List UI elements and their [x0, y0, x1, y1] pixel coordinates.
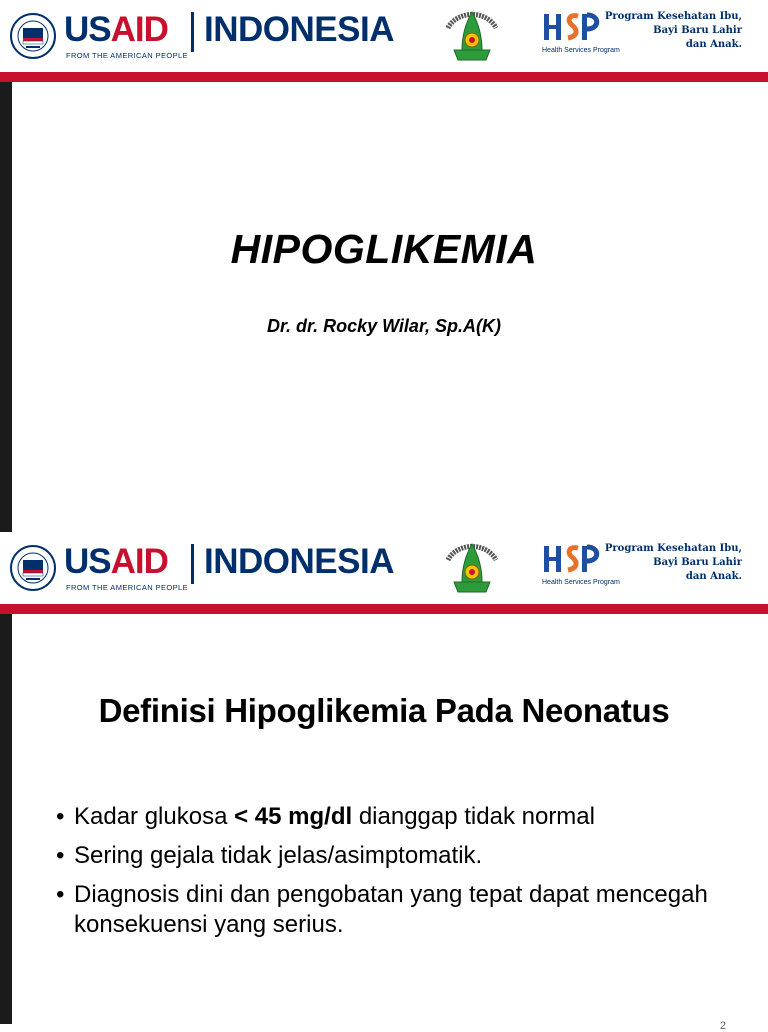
idai-logo-icon [440, 538, 504, 598]
program-line: Program Kesehatan Ibu, [604, 11, 742, 22]
usaid-seal-icon [10, 13, 56, 59]
usaid-wordmark: USAID [64, 10, 168, 49]
slide-header [0, 0, 768, 72]
bullet-item [56, 802, 736, 832]
program-line: Program Kesehatan Ibu, [604, 543, 742, 554]
hsp-caption: Health Services Program [542, 579, 620, 586]
author-name: Dr. dr. Rocky Wilar, Sp.A(K) [267, 316, 501, 336]
bullet-text: Sering gejala tidak jelas/asimptomatik. [74, 842, 483, 869]
slide-title: Definisi Hipoglikemia Pada Neonatus [98, 692, 670, 729]
program-line: Bayi Baru Lahir [653, 25, 742, 36]
header-red-rule [0, 72, 768, 82]
bullet-text: Diagnosis dini dan pengobatan yang tepat dapat mencegah konsekuensi yang serius. [74, 881, 708, 938]
program-line: dan Anak. [685, 39, 742, 50]
program-name [605, 10, 742, 52]
hsp-logo-icon [542, 542, 602, 582]
bullet-item [56, 841, 736, 871]
bullet-list [56, 802, 736, 949]
bullet-marker: • [56, 842, 65, 869]
header-divider [191, 12, 194, 52]
bullet-text: Kadar glukosa [74, 803, 235, 830]
bullet-marker: • [56, 803, 65, 830]
left-accent-bar [0, 82, 12, 532]
glucose-threshold: < 45 mg/dl [234, 803, 353, 830]
usaid-wordmark: USAID [64, 542, 168, 581]
page-number: 2 [719, 1020, 726, 1032]
country-name: INDONESIA [204, 10, 394, 49]
bullet-text: dianggap tidak normal [352, 803, 595, 830]
program-name [605, 542, 742, 584]
definition-slide [0, 532, 768, 1032]
bullet-marker: • [56, 881, 65, 908]
country-name: INDONESIA [204, 542, 394, 581]
header-divider [191, 544, 194, 584]
usaid-tagline: FROM THE AMERICAN PEOPLE [66, 583, 188, 592]
hsp-caption: Health Services Program [542, 47, 620, 54]
program-line: Bayi Baru Lahir [653, 557, 742, 568]
slide-header [0, 532, 768, 604]
bullet-item [56, 880, 736, 940]
usaid-tagline: FROM THE AMERICAN PEOPLE [66, 51, 188, 60]
program-line: dan Anak. [685, 571, 742, 582]
left-accent-bar [0, 614, 12, 1024]
hsp-logo-icon [542, 10, 602, 50]
header-red-rule [0, 604, 768, 614]
slide-title: HIPOGLIKEMIA [230, 226, 538, 272]
idai-logo-icon [440, 6, 504, 66]
usaid-seal-icon [10, 545, 56, 591]
